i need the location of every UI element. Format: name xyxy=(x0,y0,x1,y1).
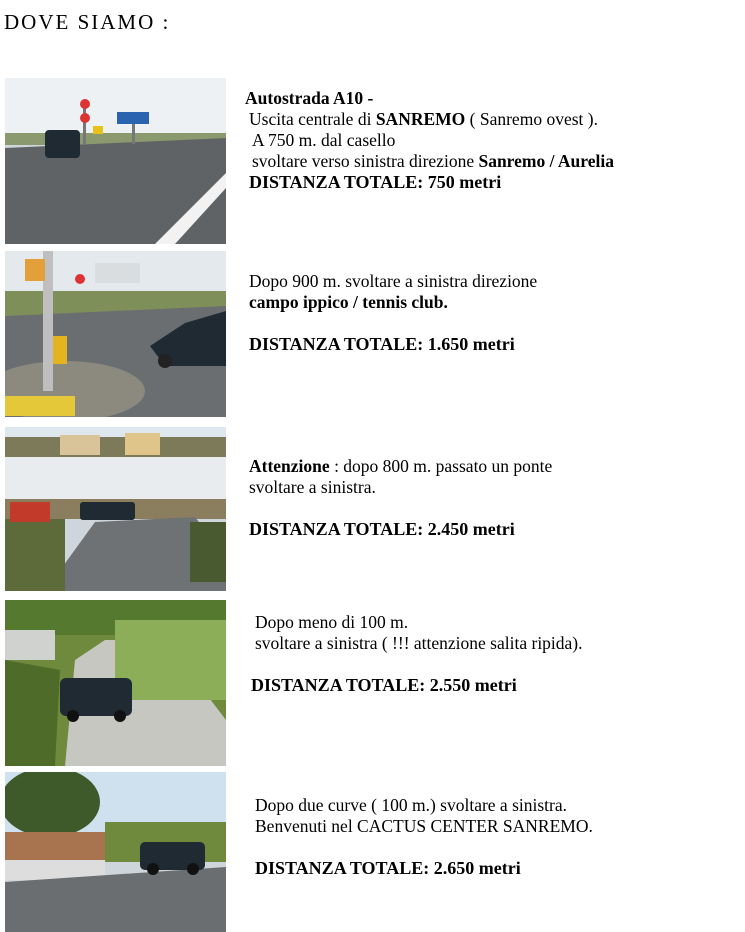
step1-line2: Uscita centrale di SANREMO ( Sanremo ovest ). xyxy=(249,109,598,129)
step5-line2: Benvenuti nel CACTUS CENTER SANREMO. xyxy=(255,816,593,836)
steep-lane-photo xyxy=(5,600,226,766)
step2-total: DISTANZA TOTALE: 1.650 metri xyxy=(249,334,515,354)
roundabout-photo xyxy=(5,251,226,417)
step3-line2: svoltare a sinistra. xyxy=(249,477,376,497)
step1-line1: Autostrada A10 - xyxy=(245,88,374,108)
step3-spacer xyxy=(249,498,552,519)
step2-line1: Dopo 900 m. svoltare a sinistra direzione xyxy=(249,271,538,291)
step4-line1: Dopo meno di 100 m. xyxy=(255,612,409,632)
step5-total: DISTANZA TOTALE: 2.650 metri xyxy=(255,858,521,878)
page-title: DOVE SIAMO : xyxy=(4,10,171,34)
step2-spacer xyxy=(249,313,537,334)
step5-spacer xyxy=(255,837,593,858)
highway-exit-photo xyxy=(5,78,226,244)
step5-line1: Dopo due curve ( 100 m.) svoltare a sinistra. xyxy=(255,795,568,815)
step3-total: DISTANZA TOTALE: 2.450 metri xyxy=(249,519,515,539)
step4-total: DISTANZA TOTALE: 2.550 metri xyxy=(251,675,517,695)
step4-line2: svoltare a sinistra ( !!! attenzione salita ripida). xyxy=(255,633,583,653)
step4-spacer xyxy=(255,654,583,675)
greenhouse-road-photo xyxy=(5,427,226,591)
step3-line1: Attenzione : dopo 800 m. passato un ponte xyxy=(249,456,553,476)
step2-line2: campo ippico / tennis club. xyxy=(249,292,448,312)
step1-line3: A 750 m. dal casello xyxy=(252,130,396,150)
step1-total: DISTANZA TOTALE: 750 metri xyxy=(249,172,502,192)
arrival-photo xyxy=(5,772,226,932)
step1-line4: svoltare verso sinistra direzione Sanremo / Aurelia xyxy=(252,151,614,171)
